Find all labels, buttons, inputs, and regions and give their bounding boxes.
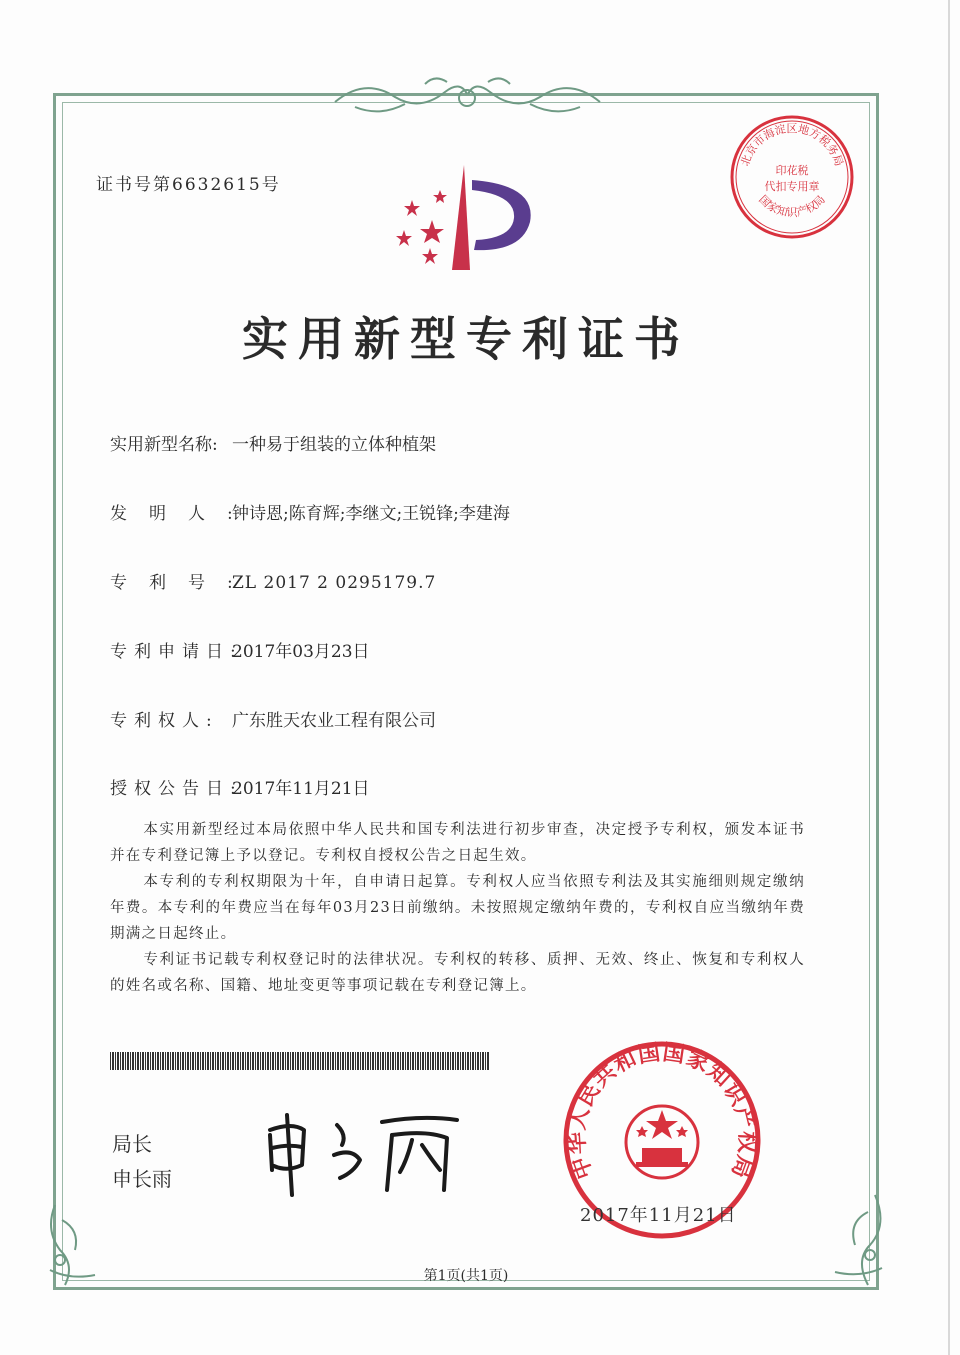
grant-date-value: 2017年11月21日 (232, 779, 370, 799)
filing-date-row (110, 637, 370, 662)
scan-edge (948, 0, 950, 1355)
utility-model-name-value: 一种易于组装的立体种植架 (232, 435, 436, 455)
filing-date-label: 专利申请日: (110, 642, 243, 662)
tax-seal-bottom-text: 国家知识产权局 (756, 192, 828, 220)
filing-date-value: 2017年03月23日 (232, 642, 370, 662)
director-name: 申长雨 (112, 1167, 172, 1191)
body-paragraph-1: 本实用新型经过本局依照中华人民共和国专利法进行初步审查，决定授予专利权，颁发本证书并在专利登记簿上予以登记。专利权自授权公告之日起生效。 (110, 822, 805, 864)
tax-seal-ring-text: 北京市海淀区地方税务局 (738, 122, 846, 168)
seal-date: 2017年11月21日 (580, 1205, 737, 1226)
grant-date-row (110, 774, 370, 799)
utility-model-name-label: 实用新型名称: (110, 435, 218, 455)
national-emblem-icon (626, 1106, 698, 1178)
body-paragraph-2: 本专利的专利权期限为十年，自申请日起算。专利权人应当依照专利法及其实施细则规定缴纳年费。本专利的年费应当在每年03月23日前缴纳。未按照规定缴纳年费的，专利权自应当缴纳年费期满之日起终止。 (110, 874, 805, 942)
body-paragraph-3: 专利证书记载专利权登记时的法律状况。专利权的转移、质押、无效、终止、恢复和专利权人的姓名或名称、国籍、地址变更等事项记载在专利登记簿上。 (110, 952, 805, 994)
inventor-label: 发明人: (110, 504, 255, 524)
svg-text:国家知识产权局 (756, 193, 828, 219)
page-indicator: 第1页(共1页) (423, 1268, 509, 1284)
certificate-body (110, 817, 805, 999)
patent-number-value: ZL 2017 2 0295179.7 (232, 573, 437, 593)
tax-stamp-seal (727, 112, 857, 242)
official-seal-ring-text: 中华人民共和国国家知识产权局 (563, 1040, 761, 1183)
patentee-row (110, 706, 436, 731)
cnipa-logo-icon (392, 160, 542, 275)
certificate-title: 实用新型专利证书 (242, 312, 690, 366)
barcode (110, 1052, 490, 1070)
utility-model-name-row (110, 430, 436, 455)
inventor-row (110, 499, 510, 524)
director-role: 局长 (112, 1132, 152, 1156)
grant-date-label: 授权公告日: (110, 779, 243, 799)
patent-number-row (110, 568, 436, 593)
top-ornament (325, 72, 610, 122)
tax-seal-line2: 代扣专用章 (764, 180, 820, 193)
patentee-label: 专利权人: (110, 711, 219, 731)
director-signature (262, 1100, 472, 1200)
inventor-value: 钟诗恩;陈育辉;李继文;王锐锋;李建海 (232, 504, 510, 524)
tax-seal-line1: 印花税 (775, 164, 809, 177)
patent-number-label: 专利号: (110, 573, 255, 593)
certificate-number: 证书号第6632615号 (96, 175, 281, 195)
patentee-value: 广东胜天农业工程有限公司 (232, 711, 436, 731)
